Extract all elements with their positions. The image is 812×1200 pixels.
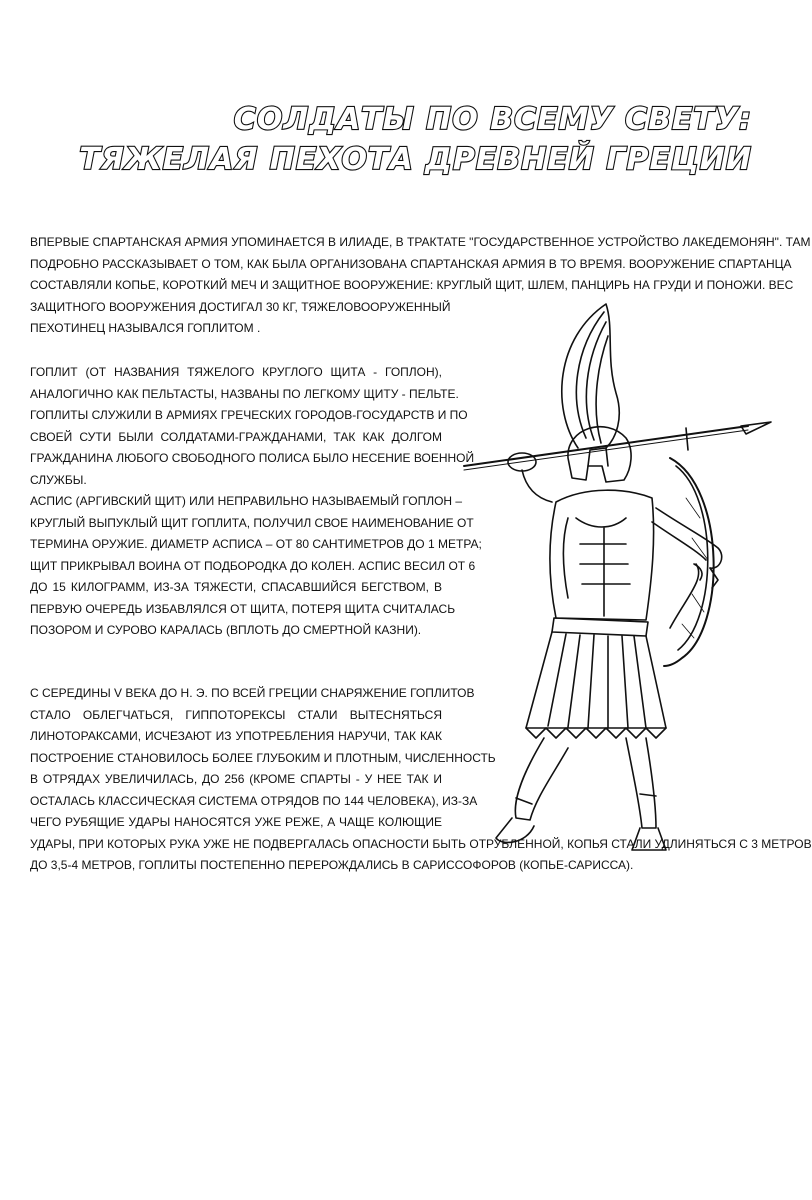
text-line: ЧЕГО РУБЯЩИЕ УДАРЫ НАНОСЯТСЯ УЖЕ РЕЖЕ, А ЧАЩЕ КОЛЮЩИЕ	[30, 815, 442, 829]
text-line: АНАЛОГИЧНО КАК ПЕЛЬТАСТЫ, НАЗВАНЫ ПО ЛЕГКОМУ ЩИТУ - ПЕЛЬТЕ.	[30, 386, 459, 401]
text-line: ПЕРВУЮ ОЧЕРЕДЬ ИЗБАВЛЯЛСЯ ОТ ЩИТА, ПОТЕРЯ ЩИТА СЧИТАЛАСЬ	[30, 601, 456, 616]
spear	[464, 426, 748, 466]
text-line: ПОСТРОЕНИЕ СТАНОВИЛОСЬ БОЛЕЕ ГЛУБОКИМ И ПЛОТНЫМ, ЧИСЛЕННОСТЬ	[30, 750, 496, 765]
text-line: ПОЗОРОМ И СУРОВО КАРАЛАСЬ (ВПЛОТЬ ДО СМЕРТНОЙ КАЗНИ).	[30, 623, 422, 637]
text-line: ГОПЛИТ (ОТ НАЗВАНИЯ ТЯЖЕЛОГО КРУГЛОГО ЩИТА - ГОПЛОН),	[30, 365, 442, 379]
spear-head	[741, 422, 771, 434]
text-line: ВПЕРВЫЕ СПАРТАНСКАЯ АРМИЯ УПОМИНАЕТСЯ В ИЛИАДЕ, В ТРАКТАТЕ "ГОСУДАРСТВЕННОЕ УСТРОЙСТВО ЛАКЕДЕМОНЯН". ТАМ	[30, 235, 811, 249]
title-line-1: СОЛДАТЫ ПО ВСЕМУ СВЕТУ:	[233, 102, 752, 137]
text-line: ДО 15 КИЛОГРАММ, ИЗ-ЗА ТЯЖЕСТИ, СПАСАВШИЙСЯ БЕГСТВОМ, В	[30, 580, 442, 594]
text-line: ЗАЩИТНОГО ВООРУЖЕНИЯ ДОСТИГАЛ 30 КГ, ТЯЖЕЛОВООРУЖЕННЫЙ	[30, 299, 451, 314]
text-line: ОСТАЛАСЬ КЛАССИЧЕСКАЯ СИСТЕМА ОТРЯДОВ ПО 144 ЧЕЛОВЕКА), ИЗ-ЗА	[30, 793, 478, 808]
text-line: ЩИТ ПРИКРЫВАЛ ВОИНА ОТ ПОДБОРОДКА ДО КОЛЕН. АСПИС ВЕСИЛ ОТ 6	[30, 558, 476, 573]
text-line: ПОДРОБНО РАССКАЗЫВАЕТ О ТОМ, КАК БЫЛА ОРГАНИЗОВАНА СПАРТАНСКАЯ АРМИЯ В ТО ВРЕМЯ. ВООРУЖЕНИЕ СПАРТАНЦА	[30, 256, 792, 271]
text-line: ПЕХОТИНЕЦ НАЗЫВАЛСЯ ГОПЛИТОМ .	[30, 321, 261, 335]
hoplite-drawing	[456, 298, 786, 858]
cuirass	[550, 490, 654, 620]
text-line: СОСТАВЛЯЛИ КОПЬЕ, КОРОТКИЙ МЕЧ И ЗАЩИТНОЕ ВООРУЖЕНИЕ: КРУГЛЫЙ ЩИТ, ШЛЕМ, ПАНЦИРЬ НА ГРУДИ И ПОНОЖИ. ВЕС	[30, 278, 794, 292]
hoplite-paragraph	[30, 362, 482, 642]
text-line: СТАЛО ОБЛЕГЧАТЬСЯ, ГИППОТОРЕКСЫ СТАЛИ ВЫТЕСНЯТЬСЯ	[30, 707, 442, 722]
title-line-2: ТЯЖЕЛАЯ ПЕХОТА ДРЕВНЕЙ ГРЕЦИИ	[79, 142, 752, 177]
text-line: ГОПЛИТЫ СЛУЖИЛИ В АРМИЯХ ГРЕЧЕСКИХ ГОРОДОВ-ГОСУДАРСТВ И ПО	[30, 408, 468, 422]
text-line: СЛУЖБЫ.	[30, 472, 87, 487]
belt	[552, 618, 648, 636]
text-line: УДАРЫ, ПРИ КОТОРЫХ РУКА УЖЕ НЕ ПОДВЕРГАЛАСЬ ОПАСНОСТИ БЫТЬ ОТРУБЛЕННОЙ, КОПЬЯ СТАЛИ УДЛИНЯТЬСЯ С 3 МЕТРОВ	[30, 836, 812, 851]
text-line: ГРАЖДАНИНА ЛЮБОГО СВОБОДНОГО ПОЛИСА БЫЛО НЕСЕНИЕ ВОЕННОЙ	[30, 451, 475, 465]
page-title	[52, 100, 752, 180]
back-leg	[515, 738, 568, 820]
shield	[664, 458, 714, 666]
front-foot	[632, 828, 666, 850]
text-line: С СЕРЕДИНЫ V ВЕКА ДО Н. Э. ПО ВСЕЙ ГРЕЦИИ СНАРЯЖЕНИЕ ГОПЛИТОВ	[30, 686, 475, 700]
text-line: КРУГЛЫЙ ВЫПУКЛЫЙ ЩИТ ГОПЛИТА, ПОЛУЧИЛ СВОЕ НАИМЕНОВАНИЕ ОТ	[30, 515, 474, 530]
text-line: АСПИС (АРГИВСКИЙ ЩИТ) ИЛИ НЕПРАВИЛЬНО НАЗЫВАЕМЫЙ ГОПЛОН –	[30, 494, 463, 508]
front-leg	[626, 738, 656, 828]
text-line: ДО 3,5-4 МЕТРОВ, ГОПЛИТЫ ПОСТЕПЕННО ПЕРЕРОЖДАЛИСЬ В САРИССОФОРОВ (КОПЬЕ-САРИССА).	[30, 858, 634, 872]
text-line: ТЕРМИНА ОРУЖИЕ. ДИАМЕТР АСПИСА – ОТ 80 САНТИМЕТРОВ ДО 1 МЕТРА;	[30, 537, 482, 551]
skirt	[526, 632, 666, 728]
hoplite-illustration	[456, 298, 786, 858]
text-line: ЛИНОТОРАКСАМИ, ИСЧЕЗАЮТ ИЗ УПОТРЕБЛЕНИЯ НАРУЧИ, ТАК КАК	[30, 729, 442, 743]
back-foot	[496, 818, 534, 842]
text-line: СВОЕЙ СУТИ БЫЛИ СОЛДАТАМИ-ГРАЖДАНАМИ, ТАК КАК ДОЛГОМ	[30, 429, 442, 444]
text-line: В ОТРЯДАХ УВЕЛИЧИЛАСЬ, ДО 256 (КРОМЕ СПАРТЫ - У НЕЕ ТАК И	[30, 772, 442, 786]
